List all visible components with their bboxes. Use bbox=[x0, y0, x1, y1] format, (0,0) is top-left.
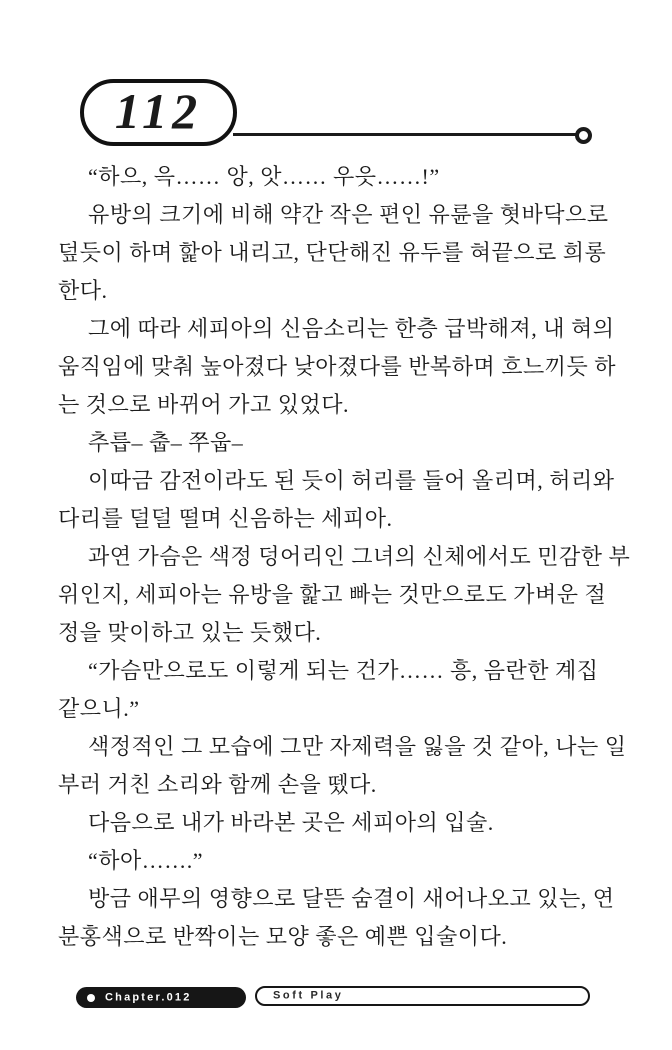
page-number-badge bbox=[80, 79, 237, 146]
ring-icon bbox=[575, 127, 592, 144]
footer-chapter-pill bbox=[76, 987, 246, 1008]
text-line: “하으, 윽…… 앙, 앗…… 우읏……!” bbox=[88, 164, 440, 189]
footer-chapter-label: Chapter.012 bbox=[105, 991, 192, 1003]
text-line: 그에 따라 세피아의 신음소리는 한층 급박해져, 내 혀의 bbox=[88, 316, 615, 341]
text-line: 이따금 감전이라도 된 듯이 허리를 들어 올리며, 허리와 bbox=[88, 468, 615, 493]
text-line: 는 것으로 바뀌어 가고 있었다. bbox=[58, 392, 350, 417]
text-line: 부러 거친 소리와 함께 손을 뗐다. bbox=[58, 772, 377, 797]
page-number: 112 bbox=[114, 82, 203, 139]
text-line: 유방의 크기에 비해 약간 작은 편인 유륜을 혓바닥으로 bbox=[88, 202, 609, 227]
text-line: 과연 가슴은 색정 덩어리인 그녀의 신체에서도 민감한 부 bbox=[88, 544, 631, 569]
footer-section-label: Soft Play bbox=[273, 989, 344, 1002]
text-line: 위인지, 세피아는 유방을 핥고 빠는 것만으로도 가벼운 절 bbox=[58, 582, 607, 607]
page-text bbox=[58, 158, 631, 956]
text-line: 같으니.” bbox=[58, 696, 140, 721]
text-line: 덮듯이 하며 핥아 내리고, 단단해진 유두를 혀끝으로 희롱 bbox=[58, 240, 607, 265]
text-line: 다음으로 내가 바라본 곳은 세피아의 입술. bbox=[88, 810, 494, 835]
text-line: 움직임에 맞춰 높아졌다 낮아졌다를 반복하며 흐느끼듯 하 bbox=[58, 354, 617, 379]
bullet-icon bbox=[87, 994, 95, 1002]
text-line: “가슴만으로도 이렇게 되는 건가…… 흥, 음란한 계집 bbox=[88, 658, 599, 683]
text-line: “하아…….” bbox=[88, 848, 204, 873]
text-line: 방금 애무의 영향으로 달뜬 숨결이 새어나오고 있는, 연 bbox=[88, 886, 615, 911]
header-rule bbox=[233, 133, 576, 136]
text-line: 정을 맞이하고 있는 듯했다. bbox=[58, 620, 322, 645]
text-line: 분홍색으로 반짝이는 모양 좋은 예쁜 입술이다. bbox=[58, 924, 508, 949]
text-line: 한다. bbox=[58, 278, 108, 303]
footer-section-box bbox=[255, 986, 590, 1006]
text-line: 색정적인 그 모습에 그만 자제력을 잃을 것 같아, 나는 일 bbox=[88, 734, 627, 759]
text-line: 추릅– 춥– 쭈웁– bbox=[88, 430, 244, 455]
text-line: 다리를 덜덜 떨며 신음하는 세피아. bbox=[58, 506, 393, 531]
